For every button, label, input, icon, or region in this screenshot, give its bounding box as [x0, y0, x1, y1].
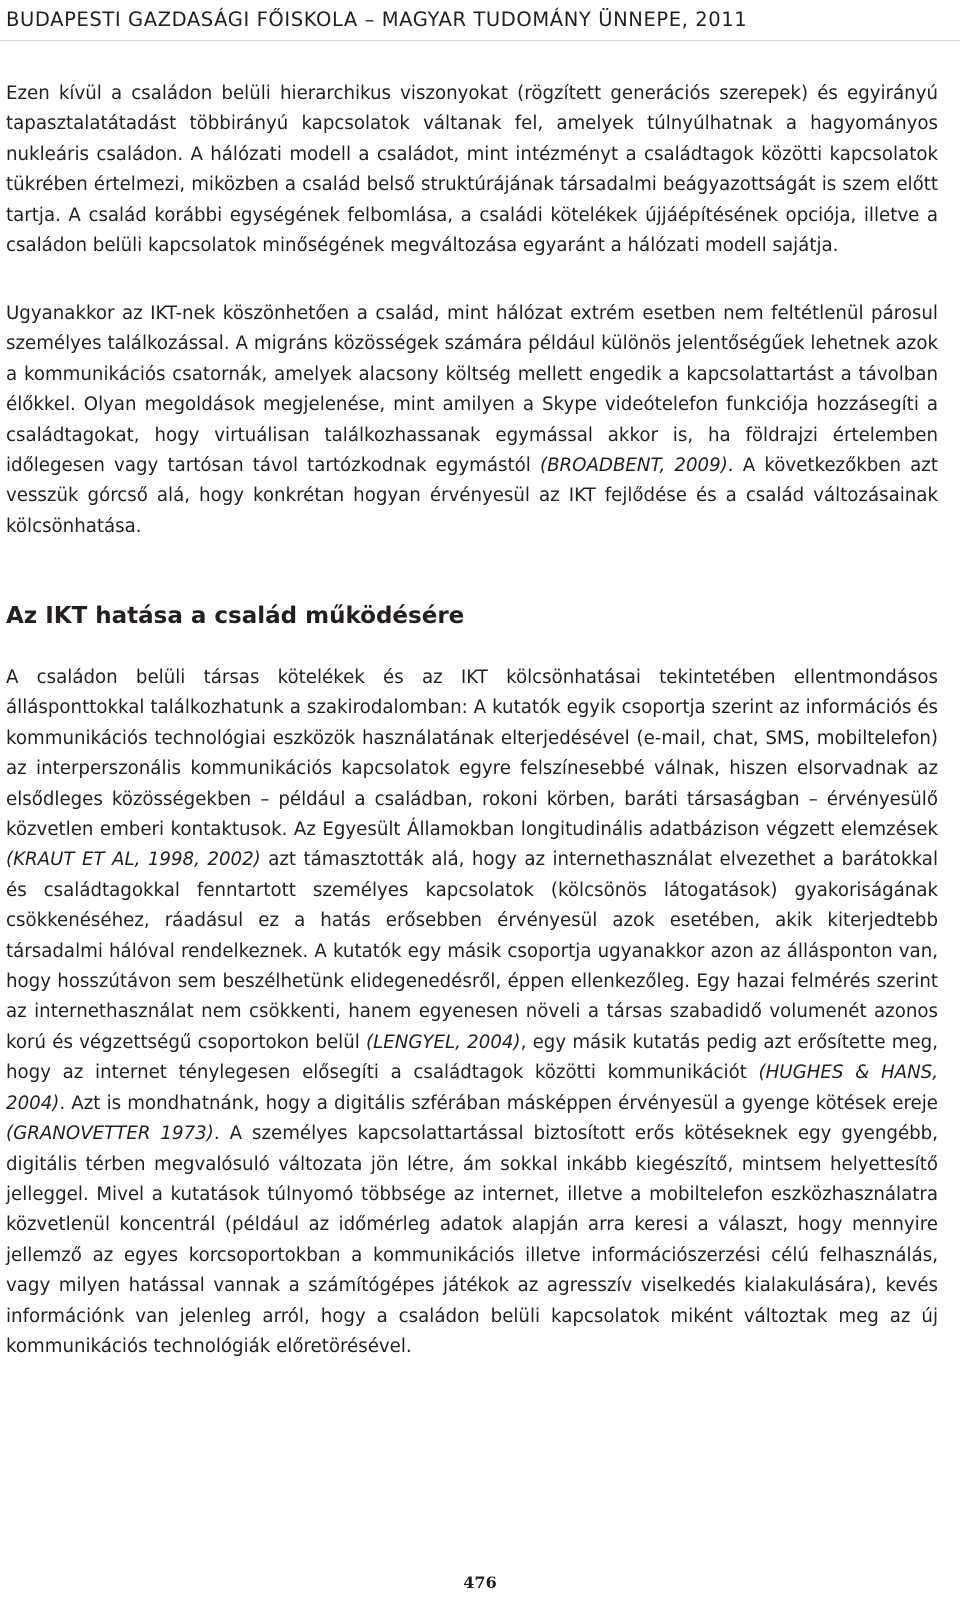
section-heading: Az IKT hatása a család működésére — [6, 603, 465, 629]
paragraph-1: Ezen kívül a családon belüli hierarchikus viszonyokat (rögzített generációs szerepek) és egyirányú tapasztalatátadást többirányú kapcsolatok váltanak fel, amelyek túlnyúlhatnak a hagyományos nukleáris családon. A hálózati modell a családot, mint intézményt a családtagok közötti kapcsolatok tükrében értelmezi, miközben a család belső struktúrájának társadalmi beágyazottságát is szem előtt tartja. A család korábbi egységének felbomlása, a családi kötelékek újjáépítésének opciója, illetve a családon belüli kapcsolatok minőségének megváltozása egyaránt a hálózati modell sajátja. — [6, 83, 938, 257]
citation-kraut: (KRAUT ET AL, 1998, 2002) — [6, 849, 261, 871]
paragraph-3-seg-4: . Azt is mondhatnánk, hogy a digitális szférában másképpen érvényesül a gyenge kötések ereje — [59, 1092, 938, 1114]
paragraph-3-seg-2: azt támasztották alá, hogy az internethasználat elvezethet a barátokkal és családtagokkal fenntartott személyes kapcsolatok (kölcsönös látogatások) gyakoriságának csökkenéséhez, ráadásul ez a hatás erősebben érvényesül azok esetében, akik kiterjedtebb társadalmi hálóval rendelkeznek. A kutatók egy másik csoportja ugyanakkor azon az állásponton van, hogy hosszútávon sem beszélhetünk elidegenedésről, éppen ellenkezőleg. Egy hazai felmérés szerint az internethasználat nem csökkenti, hanem egyenesen növeli a társas szabadidő volumenét azonos korú és végzettségű csoportokon belül — [6, 849, 938, 1053]
citation-broadbent: (BROADBENT, 2009) — [539, 455, 728, 477]
paragraph-2-text-a: Ugyanakkor az IKT-nek köszönhetően a család, mint hálózat extrém esetben nem feltétlenül párosul személyes találkozással. A migráns közösségek számára például különös jelentőségűek lehetnek azok a kommunikációs csatornák, amelyek alacsony költség mellett engedik a kapcsolattartást a távolban élőkkel. Olyan megoldások megjelenése, mint amilyen a Skype videótelefon funkciója hozzásegíti a családtagokat, hogy virtuálisan találkozhassanak egymással akkor is, ha földrajzi értelemben időlegesen vagy tartósan távol tartózkodnak egymástól — [6, 303, 938, 477]
citation-lengyel: (LENGYEL, 2004) — [366, 1031, 521, 1053]
paragraph-2 — [6, 299, 938, 542]
paragraph-3-seg-3: , egy másik kutatás pedig azt erősítette meg, hogy az internet ténylegesen elősegíti a családtagok közötti kommunikációt — [6, 1031, 938, 1084]
citation-hughes-hans: (HUGHES & HANS, 2004) — [6, 1062, 939, 1114]
header-divider — [0, 40, 960, 41]
paragraph-3 — [6, 663, 938, 1362]
paragraph-3-seg-5: . A személyes kapcsolattartással biztosított erős kötéseknek egy gyengébb, digitális térben megvalósuló változata jön létre, ám sokkal inkább kiegészítő, mintsem helyettesítő jelleggel. Mivel a kutatások túlnyomó többsége az internet, illetve a mobiltelefon eszközhasználatra közvetlenül koncentrál (például az időmérleg adatok alapján arra keresi a választ, hogy mennyire jellemző az egyes korcsoportokban a kommunikációs illetve információszerzési célú felhasználás, vagy milyen hatással vannak a számítógépes játékok az agresszív viselkedés kialakulására), kevés információnk van jelenleg arról, hogy a családon belüli kapcsolatok miként változtak meg az új kommunikációs technológiák előretörésével. — [6, 1123, 939, 1357]
running-header: BUDAPESTI GAZDASÁGI FŐISKOLA – MAGYAR TUDOMÁNY ÜNNEPE, 2011 — [6, 8, 748, 31]
paragraph-3-seg-1: A családon belüli társas kötelékek és az IKT kölcsönhatásai tekintetében ellentmondásos állásponttokkal találkozhatunk a szakirodalomban: A kutatók egyik csoportja szerint az információs és kommunikációs technológiai eszközök használatának elterjedésével (e-mail, chat, SMS, mobiltelefon) az interperszonális kommunikációs kapcsolatok egyre felszínesebbé válnak, hiszen elsorvadnak az elsődleges közösségekben – például a családban, rokoni körben, baráti társaságban – érvényesülő közvetlen emberi kontaktusok. Az Egyesült Államokban longitudinális adatbázison végzett elemzések — [6, 667, 938, 841]
citation-granovetter: (GRANOVETTER 1973) — [6, 1123, 214, 1145]
page-number: 476 — [463, 1573, 497, 1592]
paragraph-2-text-b: . A következőkben azt vesszük górcső alá, hogy konkrétan hogyan érvényesül az IKT fejlődése és a család változásainak kölcsönhatása. — [6, 455, 938, 537]
